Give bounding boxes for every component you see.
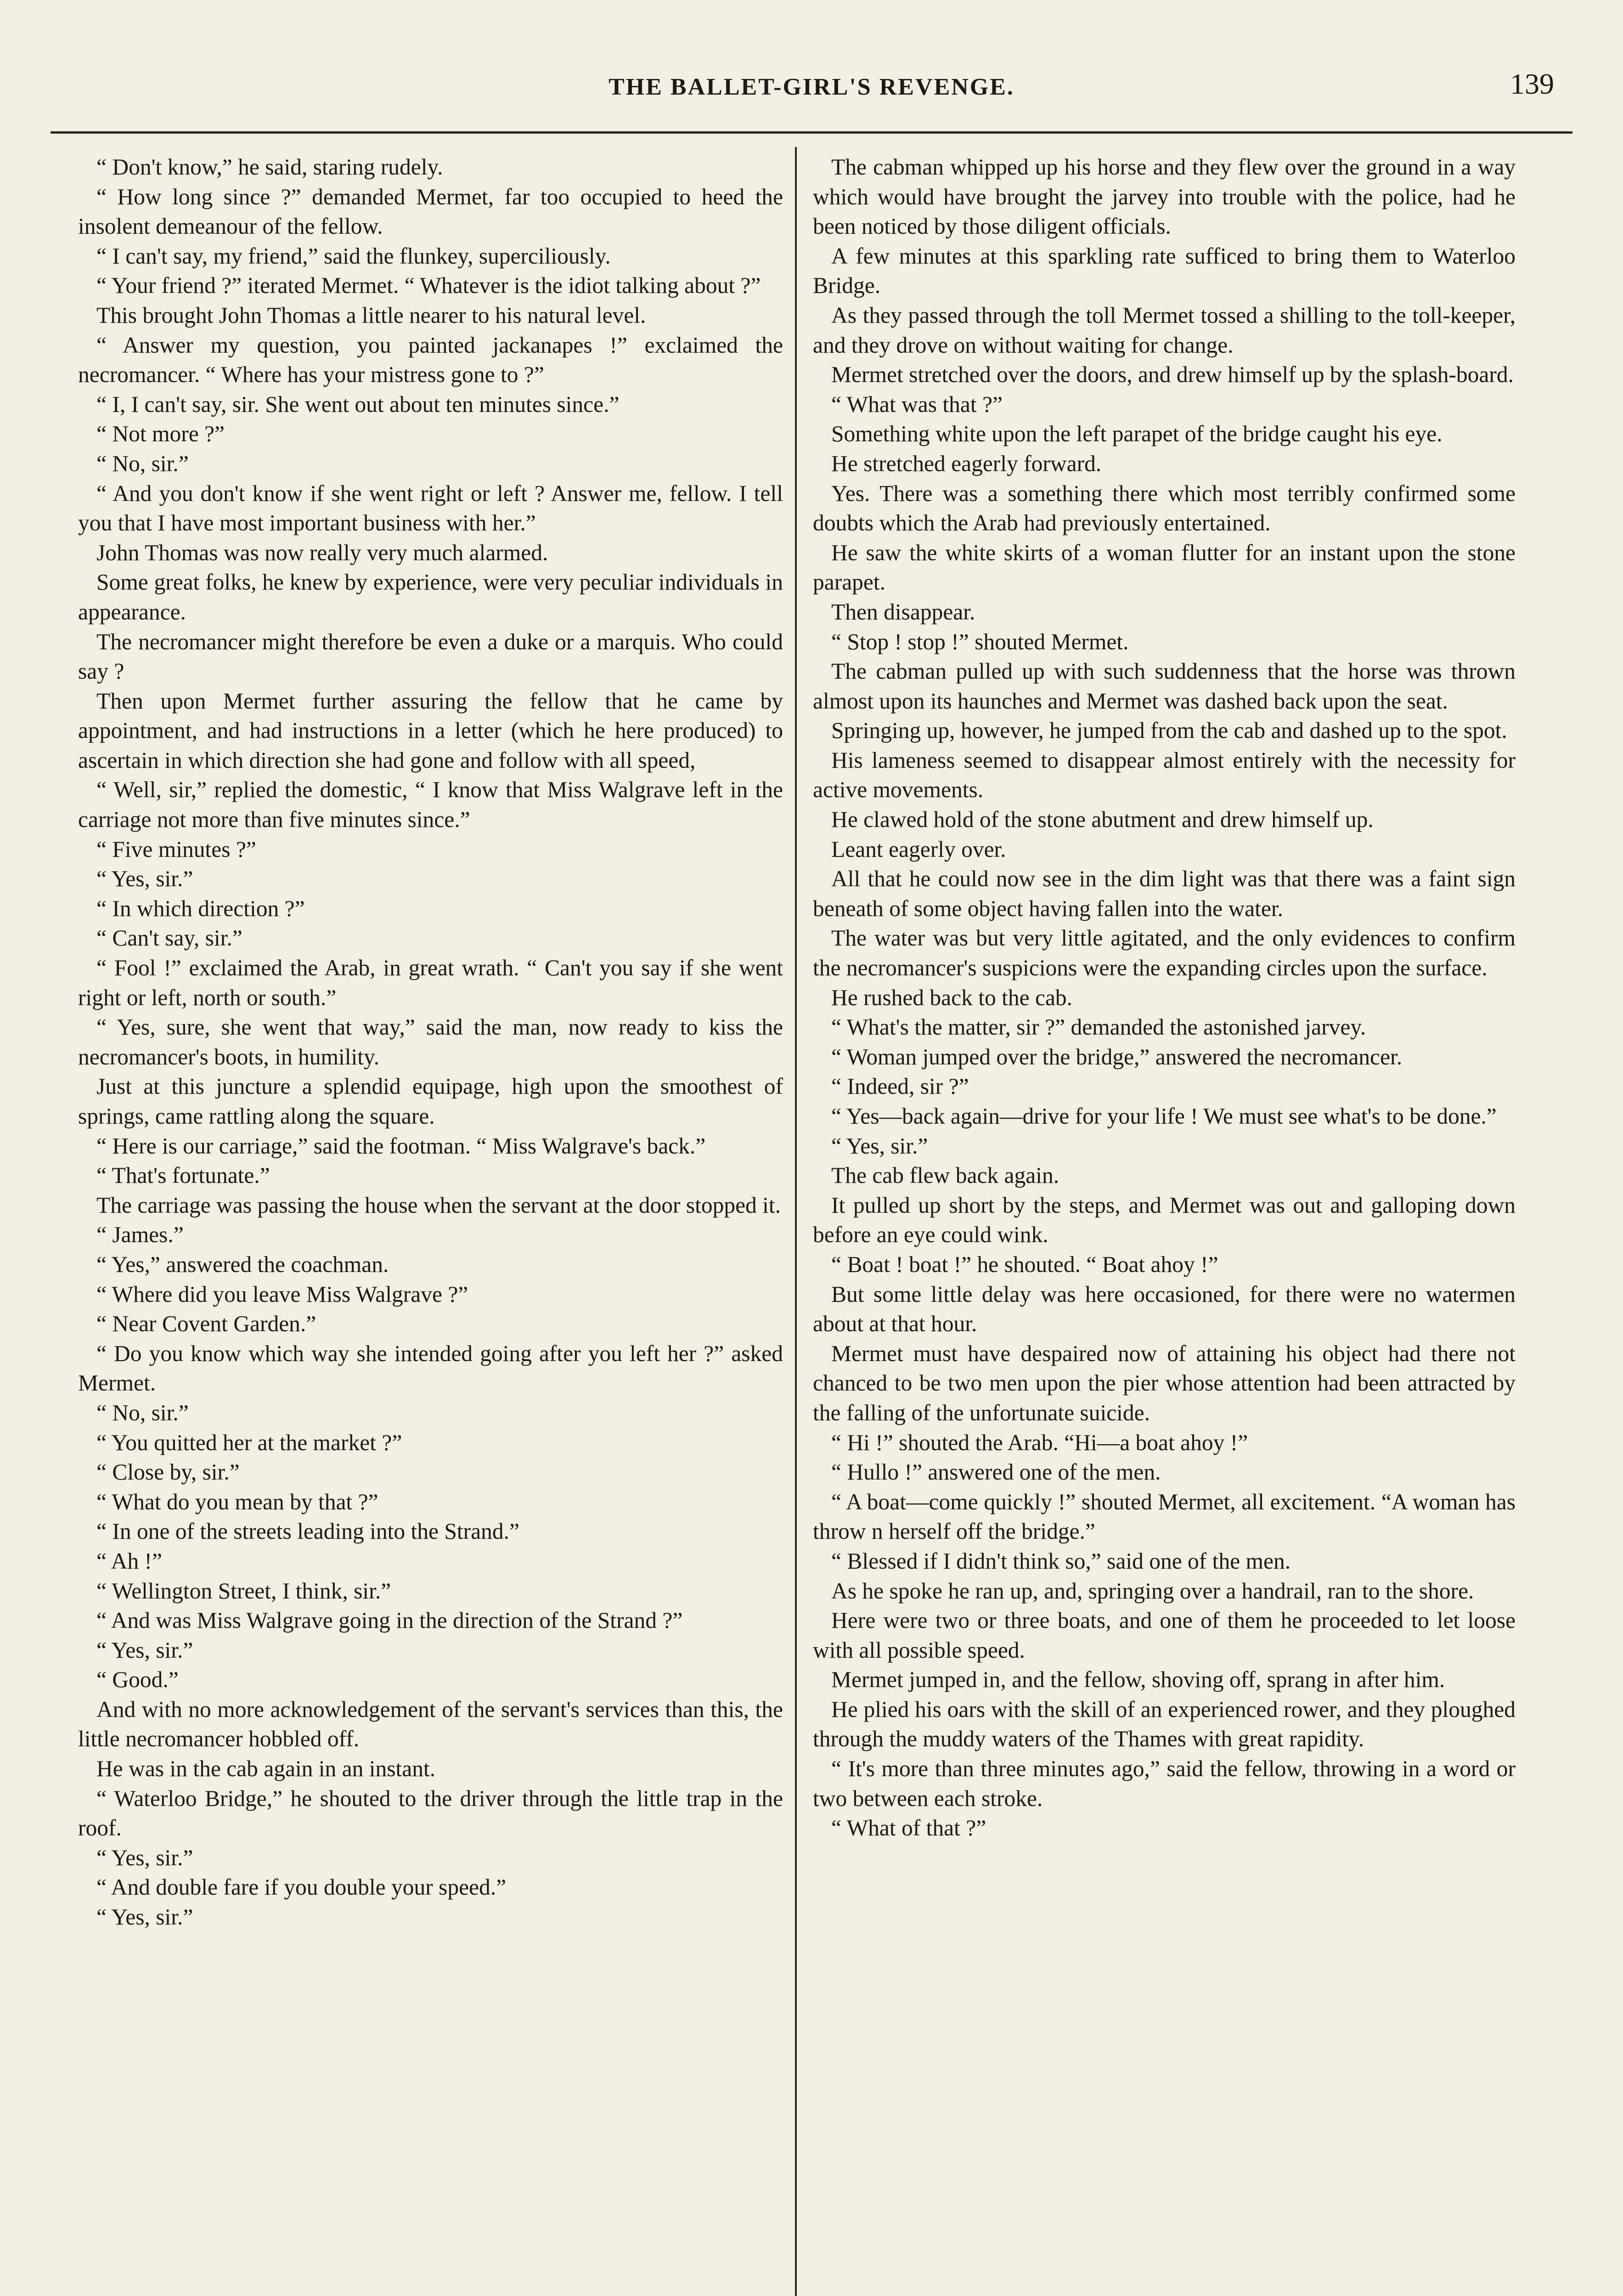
- paragraph: “ What do you mean by that ?”: [96, 1489, 378, 1514]
- paragraph: “ Close by, sir.”: [96, 1459, 240, 1485]
- paragraph: Mermet jumped in, and the fellow, shoving off, sprang in after him.: [831, 1667, 1445, 1693]
- paragraph: The necromancer might therefore be even a duke or a marquis. Who could say ?: [78, 629, 783, 684]
- paragraph: “ Hi !” shouted the Arab. “Hi—a boat ahoy !”: [831, 1429, 1248, 1455]
- paragraph: “ Here is our carriage,” said the footman. “ Miss Walgrave's back.”: [96, 1133, 706, 1159]
- paragraph: As he spoke he ran up, and, springing over a handrail, ran to the shore.: [831, 1578, 1474, 1604]
- paragraph: “ Waterloo Bridge,” he shouted to the driver through the little trap in the roof.: [78, 1785, 783, 1841]
- paragraph: “ Yes,” answered the coachman.: [96, 1251, 389, 1277]
- paragraph: “ Stop ! stop !” shouted Mermet.: [831, 629, 1129, 654]
- paragraph: Then upon Mermet further assuring the fellow that he came by appointment, and had instructions in a letter (which he here produced) to ascertain in which direction she had gone and follow with all speed,: [78, 688, 783, 773]
- paragraph: “ Boat ! boat !” he shouted. “ Boat ahoy !”: [831, 1251, 1218, 1277]
- paragraph: He saw the white skirts of a woman flutter for an instant upon the stone parapet.: [813, 540, 1516, 595]
- paragraph: Mermet stretched over the doors, and drew himself up by the splash-board.: [831, 362, 1514, 388]
- page-number: 139: [1510, 68, 1554, 100]
- paragraph: Here were two or three boats, and one of them he proceeded to let loose with all possible speed.: [813, 1608, 1516, 1663]
- paragraph: It pulled up short by the steps, and Mermet was out and galloping down before an eye could wink.: [813, 1192, 1516, 1248]
- paragraph: “ You quitted her at the market ?”: [96, 1429, 402, 1455]
- paragraph: He plied his oars with the skill of an experienced rower, and they ploughed through the muddy waters of the Thames with great rapidity.: [813, 1696, 1516, 1752]
- running-title: THE BALLET-GIRL'S REVENGE.: [609, 74, 1014, 100]
- paragraph: He rushed back to the cab.: [831, 985, 1073, 1010]
- paragraph: As they passed through the toll Mermet tossed a shilling to the toll-keeper, and they drove on without waiting for change.: [813, 302, 1516, 358]
- paragraph: Something white upon the left parapet of the bridge caught his eye.: [831, 421, 1443, 447]
- paragraph: “ What's the matter, sir ?” demanded the astonished jarvey.: [831, 1014, 1366, 1040]
- paragraph: “ Yes, sir.”: [831, 1133, 928, 1159]
- paragraph: He stretched eagerly forward.: [831, 450, 1102, 476]
- running-header: [51, 55, 1572, 110]
- paragraph: His lameness seemed to disappear almost entirely with the necessity for active movements.: [813, 747, 1516, 803]
- paragraph: Some great folks, he knew by experience, were very peculiar individuals in appearance.: [78, 569, 783, 625]
- paragraph: “ Hullo !” answered one of the men.: [831, 1459, 1161, 1485]
- paragraph: “ Woman jumped over the bridge,” answered the necromancer.: [831, 1044, 1403, 1069]
- paragraph: “ No, sir.”: [96, 450, 189, 476]
- paragraph: The carriage was passing the house when the servant at the door stopped it.: [96, 1192, 781, 1218]
- paragraph: “ And was Miss Walgrave going in the direction of the Strand ?”: [96, 1608, 683, 1633]
- paragraph: And with no more acknowledgement of the servant's services than this, the little necromancer hobbled off.: [78, 1696, 783, 1752]
- paragraph: “ Where did you leave Miss Walgrave ?”: [96, 1281, 468, 1307]
- paragraph: “ A boat—come quickly !” shouted Mermet, all excitement. “A woman has throw n herself off the bridge.”: [813, 1489, 1516, 1544]
- paragraph: “ Don't know,” he said, staring rudely.: [96, 154, 443, 180]
- paragraph: All that he could now see in the dim light was that there was a faint sign beneath of some object having fallen into the water.: [813, 866, 1516, 921]
- paragraph: The water was but very little agitated, and the only evidences to confirm the necromancer's suspicions were the expanding circles upon the surface.: [813, 925, 1516, 981]
- paragraph: “ How long since ?” demanded Mermet, far too occupied to heed the insolent demeanour of the fellow.: [78, 184, 783, 239]
- paragraph: “ Not more ?”: [96, 421, 225, 447]
- paragraph: “ Indeed, sir ?”: [831, 1074, 969, 1099]
- paragraph: “ No, sir.”: [96, 1400, 189, 1425]
- paragraph: Then disappear.: [831, 599, 975, 625]
- paragraph: “ Good.”: [96, 1667, 179, 1693]
- paragraph: He clawed hold of the stone abutment and drew himself up.: [831, 807, 1374, 833]
- paragraph: Leant eagerly over.: [831, 836, 1006, 862]
- paragraph: “ Yes, sir.”: [96, 866, 193, 892]
- paragraph: “ That's fortunate.”: [96, 1163, 270, 1188]
- paragraph: “ It's more than three minutes ago,” said the fellow, throwing in a word or two between each stroke.: [813, 1756, 1516, 1811]
- paragraph: “ In which direction ?”: [96, 895, 305, 921]
- paragraph: The cab flew back again.: [831, 1163, 1059, 1188]
- paragraph: “ Yes—back again—drive for your life ! We must see what's to be done.”: [831, 1103, 1497, 1129]
- paragraph: “ What of that ?”: [831, 1815, 986, 1841]
- paragraph: “ Blessed if I didn't think so,” said one of the men.: [831, 1548, 1291, 1574]
- paragraph: But some little delay was here occasioned, for there were no watermen about at that hour.: [813, 1281, 1516, 1337]
- column-divider: [795, 147, 797, 2296]
- paragraph: “ Well, sir,” replied the domestic, “ I know that Miss Walgrave left in the carriage not more than five minutes since.”: [78, 777, 783, 833]
- paragraph: John Thomas was now really very much alarmed.: [96, 540, 548, 565]
- paragraph: “ I can't say, my friend,” said the flunkey, superciliously.: [96, 243, 611, 269]
- paragraph: Mermet must have despaired now of attaining his object had there not chanced to be two men upon the pier whose attention had been attracted by the falling of the unfortunate suicide.: [813, 1340, 1516, 1425]
- paragraph: “ And double fare if you double your speed.”: [96, 1874, 507, 1900]
- paragraph: “ Your friend ?” iterated Mermet. “ Whatever is the idiot talking about ?”: [96, 273, 761, 298]
- paragraph: “ And you don't know if she went right or left ? Answer me, fellow. I tell you that I have most important business with her.”: [78, 480, 783, 536]
- paragraph: “ Ah !”: [96, 1548, 162, 1574]
- paragraph: This brought John Thomas a little nearer to his natural level.: [96, 302, 646, 328]
- paragraph: “ Near Covent Garden.”: [96, 1311, 316, 1337]
- right-column: [813, 152, 1516, 1843]
- paragraph: The cabman whipped up his horse and they flew over the ground in a way which would have brought the jarvey into trouble with the police, had he been noticed by those diligent officials.: [813, 154, 1516, 239]
- paragraph: “ Yes, sure, she went that way,” said the man, now ready to kiss the necromancer's boots, in humility.: [78, 1014, 783, 1069]
- paragraph: “ Yes, sir.”: [96, 1904, 193, 1930]
- paragraph: Yes. There was a something there which most terribly confirmed some doubts which the Arab had previously entertained.: [813, 480, 1516, 536]
- paragraph: “ What was that ?”: [831, 391, 1003, 417]
- left-column: [78, 152, 783, 1932]
- paragraph: The cabman pulled up with such suddenness that the horse was thrown almost upon its haunches and Mermet was dashed back upon the seat.: [813, 658, 1516, 714]
- paragraph: “ In one of the streets leading into the Strand.”: [96, 1519, 519, 1544]
- paragraph: “ Answer my question, you painted jackanapes !” exclaimed the necromancer. “ Where has your mistress gone to ?”: [78, 332, 783, 388]
- paragraph: “ I, I can't say, sir. She went out about ten minutes since.”: [96, 391, 620, 417]
- paragraph: He was in the cab again in an instant.: [96, 1756, 436, 1782]
- paragraph: “ Wellington Street, I think, sir.”: [96, 1578, 391, 1604]
- paragraph: “ Do you know which way she intended going after you left her ?” asked Mermet.: [78, 1340, 783, 1396]
- paragraph: Springing up, however, he jumped from the cab and dashed up to the spot.: [831, 718, 1507, 743]
- paragraph: “ Yes, sir.”: [96, 1845, 193, 1870]
- paragraph: “ Five minutes ?”: [96, 836, 256, 862]
- paragraph: “ Can't say, sir.”: [96, 925, 242, 951]
- paragraph: A few minutes at this sparkling rate sufficed to bring them to Waterloo Bridge.: [813, 243, 1516, 298]
- paragraph: “ James.”: [96, 1222, 184, 1248]
- header-rule: [51, 131, 1572, 134]
- paragraph: “ Fool !” exclaimed the Arab, in great wrath. “ Can't you say if she went right or left, north or south.”: [78, 955, 783, 1010]
- paragraph: “ Yes, sir.”: [96, 1637, 193, 1663]
- paragraph: Just at this juncture a splendid equipage, high upon the smoothest of springs, came rattling along the square.: [78, 1074, 783, 1129]
